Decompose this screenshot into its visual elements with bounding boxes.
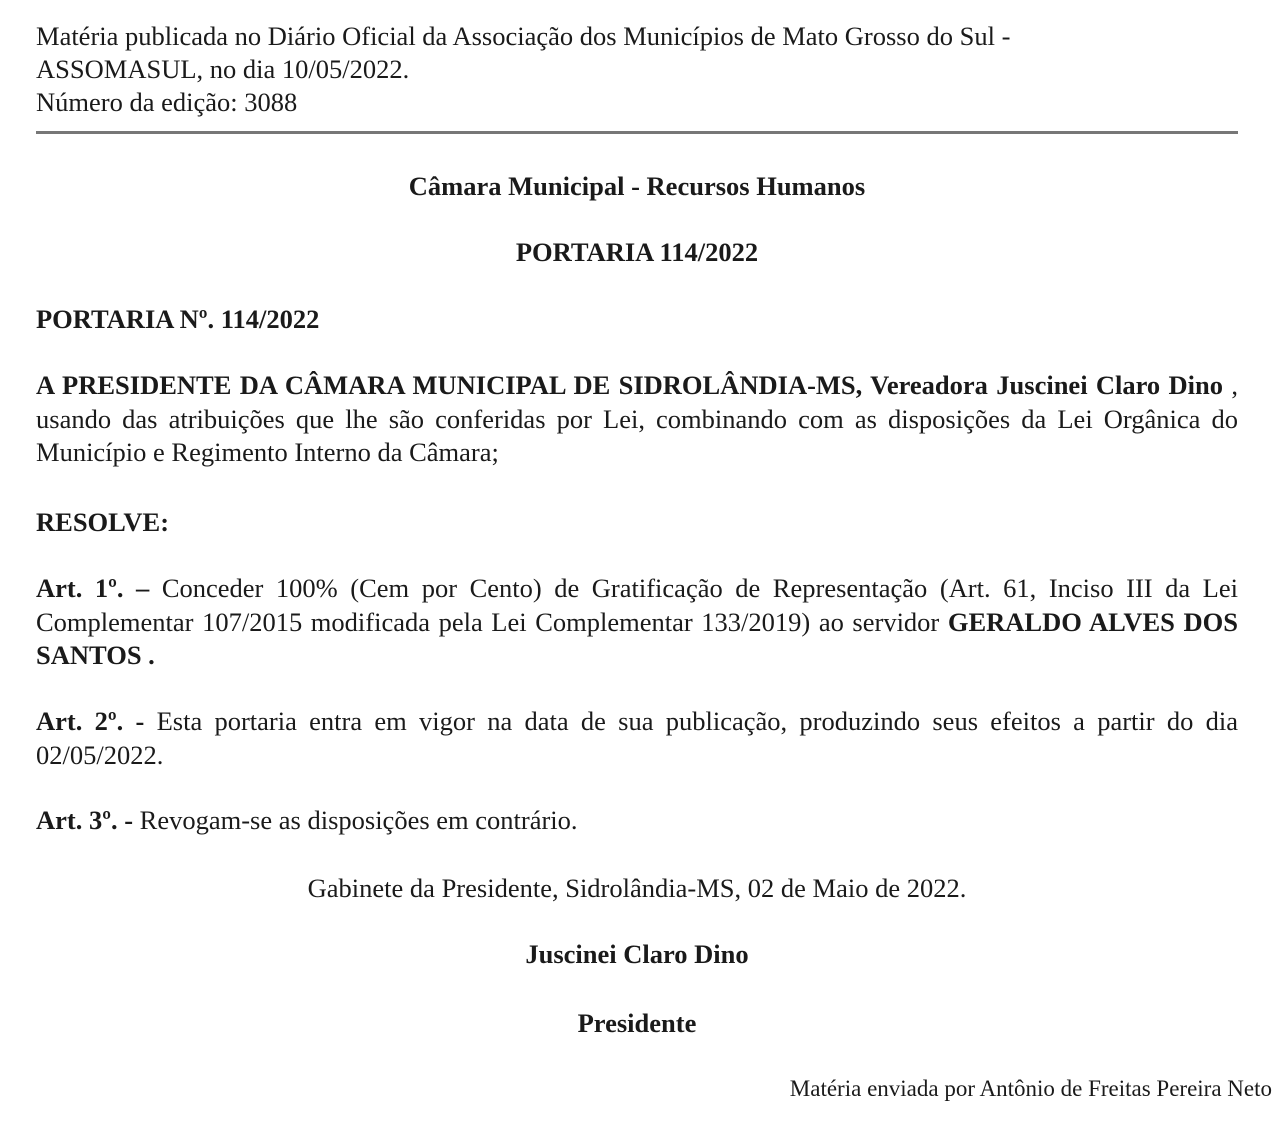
article-1-label: Art. 1º. – — [36, 573, 150, 603]
article-1-name: GERALDO ALVES DOS SANTOS . — [36, 606, 1238, 670]
section-title: Câmara Municipal - Recursos Humanos — [408, 171, 866, 201]
header-line-3: Número da edição: 3088 — [36, 87, 298, 117]
portaria-number: PORTARIA Nº. 114/2022 — [36, 304, 320, 334]
article-3 — [36, 804, 1238, 838]
signatory-name: Juscinei Claro Dino — [525, 939, 749, 969]
article-2-text: Esta portaria entra em vigor na data de sua publicação, produzindo seus efeitos a partir do dia 02/05/2022. — [36, 706, 1238, 770]
article-1 — [36, 572, 1238, 673]
publication-header — [36, 20, 1010, 119]
document-title: PORTARIA 114/2022 — [515, 237, 759, 267]
preamble-text: , usando das atribuições que lhe são conferidas por Lei, combinando com as disposições da Lei Orgânica do Município e Regimento Interno da Câmara; — [36, 370, 1239, 467]
submitted-by-footer: Matéria enviada por Antônio de Freitas Pereira Neto — [789, 1076, 1272, 1101]
signatory-role: Presidente — [577, 1008, 697, 1038]
article-2 — [36, 705, 1238, 772]
article-1-text: Conceder 100% (Cem por Cento) de Gratificação de Representação (Art. 61, Inciso III da Lei Complementar 107/2015 modificada pela Lei Complementar 133/2019) ao servidor — [36, 573, 1238, 637]
location-date: Gabinete da Presidente, Sidrolândia-MS, 02 de Maio de 2022. — [307, 873, 967, 903]
article-3-text: Revogam-se as disposições em contrário. — [133, 805, 578, 835]
preamble-bold: A PRESIDENTE DA CÂMARA MUNICIPAL DE SIDROLÂNDIA-MS, Vereadora Juscinei Claro Dino — [36, 370, 1224, 400]
header-line-2: ASSOMASUL, no dia 10/05/2022. — [36, 54, 410, 84]
header-line-1: Matéria publicada no Diário Oficial da Associação dos Municípios de Mato Grosso do Sul - — [36, 21, 1011, 51]
header-divider — [36, 131, 1238, 134]
article-3-label: Art. 3º. - — [36, 805, 134, 835]
preamble-paragraph — [36, 369, 1238, 470]
article-2-label: Art. 2º. - — [36, 706, 145, 736]
resolve-heading: RESOLVE: — [36, 507, 170, 537]
